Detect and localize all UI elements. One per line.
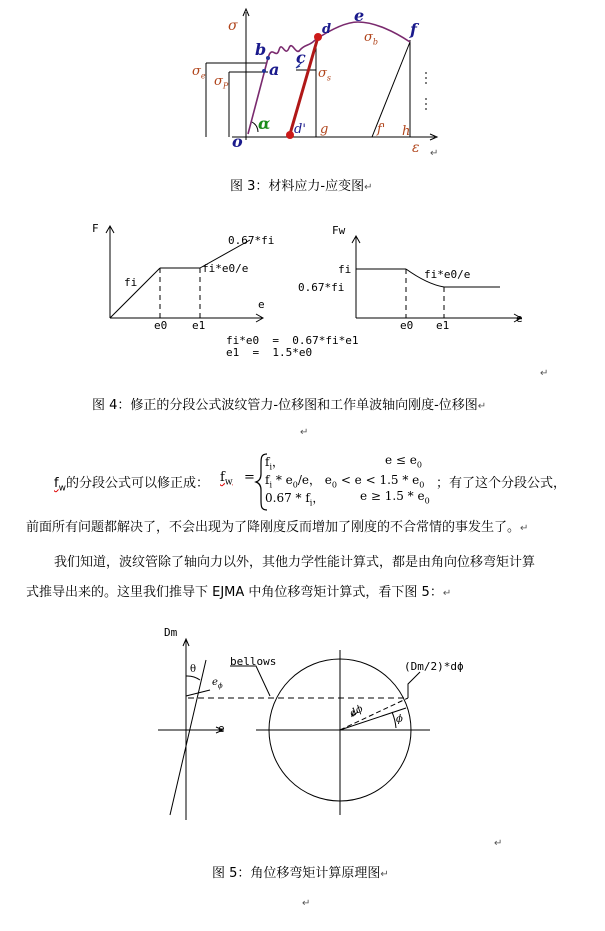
fig5-e-phi: $e_\phi$ — [212, 677, 223, 690]
fig3-point-a: a — [269, 60, 280, 79]
fig4-left-tick-e0: e0 — [154, 319, 168, 332]
fig5-x-label: e — [218, 722, 225, 735]
fig5-y-label: Dm — [164, 626, 178, 639]
fig3-h: h — [402, 124, 411, 139]
paragraph-line-2: 前面所有问题都解决了，不会出现为了降刚度反而增加了刚度的不合常情的事发生了。↵ — [26, 520, 529, 535]
fig4-left-tick-e1: e1 — [192, 319, 206, 332]
piecewise-case-2: $f_i * e_0/e$， $e_0 < e < 1.5 * e_0$ — [265, 473, 425, 490]
figure-5-caption: 图 5：角位移弯矩计算原理图↵ — [212, 866, 389, 881]
piecewise-cond-1: $e \le e_0$ — [385, 453, 422, 470]
figure-4-caption: 图 4：修正的分段公式波纹管力-位移图和工作单波轴向刚度-位移图↵ — [92, 398, 487, 413]
fig3-alpha: α — [258, 114, 271, 133]
formula-suffix-text: ；有了这个分段公式， — [436, 476, 567, 491]
fig3-point-c: c — [296, 48, 306, 67]
fig4-right-curve-label: fi*e0/e — [424, 268, 471, 281]
fig5-theta: θ — [190, 664, 197, 675]
fig3-f-prime: f' — [377, 122, 386, 137]
fig4-right-x-label: e — [516, 312, 523, 325]
fig3-sigma-s: $\sigma_s$ — [318, 66, 331, 83]
fig5-bellows-label: bellows — [230, 655, 277, 668]
fig3-sigma-b: $\sigma_b$ — [364, 30, 378, 47]
piecewise-cond-3: $e \ge 1.5 * e_0$ — [360, 489, 430, 506]
fig3-sigma-e: $\sigma_e$ — [192, 64, 206, 81]
end-paragraph-mark: ↵ — [302, 898, 311, 909]
fig3-epsilon: ε — [412, 140, 420, 156]
piecewise-case-3: $0.67 * f_i$， — [265, 491, 325, 508]
fig4-right-y-label: Fw — [332, 224, 346, 237]
fig4-right-tick-fi: fi — [338, 263, 352, 276]
formula-intro-text: $f_w$的分段公式可以修正成： — [54, 476, 209, 494]
equals-sign: = — [244, 470, 255, 485]
fig4-paragraph-mark: ↵ — [540, 368, 549, 379]
fig3-d-prime: d' — [294, 122, 306, 137]
fw-symbol: $f_w$ — [220, 470, 233, 488]
fig4-right-tick-067: 0.67*fi — [298, 281, 345, 294]
fig3-point-e: e — [354, 6, 365, 25]
fig4-equation-1: fi*e0 = 0.67*fi*e1 — [226, 334, 359, 347]
fig3-origin-o: o — [232, 132, 243, 151]
paragraph-line-3: 我们知道，波纹管除了轴向力以外，其他力学性能计算式，都是由角向位移弯矩计算 — [54, 555, 536, 570]
fig4-right-tick-e0: e0 — [400, 319, 414, 332]
paragraph-line-4: 式推导出来的。这里我们推导下 EJMA 中角位移弯矩计算式，看下图 5：↵ — [26, 585, 452, 600]
fig3-point-d: d — [322, 22, 332, 37]
fig4-equation-2: e1 = 1.5*e0 — [226, 346, 313, 359]
blank-line-mark: ↵ — [300, 427, 309, 438]
fig4-right-tick-e1: e1 — [436, 319, 450, 332]
fig3-sigma-p: $\sigma_P$ — [214, 74, 229, 91]
fig3-point-b: b — [255, 40, 267, 59]
fig3-g: g — [320, 122, 329, 137]
fig3-point-f: f — [410, 20, 417, 39]
fig4-left-mid-label: fi*e0/e — [202, 262, 249, 275]
fig4-left-upper-label: 0.67*fi — [228, 234, 275, 247]
fig4-left-x-label: e — [258, 298, 265, 311]
fig5-d-phi: dϕ — [348, 703, 366, 720]
fig4-left-line-label: fi — [124, 276, 138, 289]
fig3-sigma-label: σ — [228, 18, 238, 34]
figure-5-angular-moment — [0, 620, 605, 860]
fig4-left-y-label: F — [92, 222, 99, 235]
figure-3-caption: 图 3：材料应力-应变图↵ — [230, 179, 373, 194]
piecewise-case-1: $f_i$， — [265, 455, 285, 472]
fig5-dm-label: (Dm/2)*dϕ — [404, 660, 464, 673]
fig5-paragraph-mark: ↵ — [494, 838, 503, 849]
figure-3-stress-strain — [0, 0, 605, 200]
fig3-paragraph-mark: ↵ — [430, 148, 439, 159]
fig5-phi: ϕ — [396, 714, 403, 725]
